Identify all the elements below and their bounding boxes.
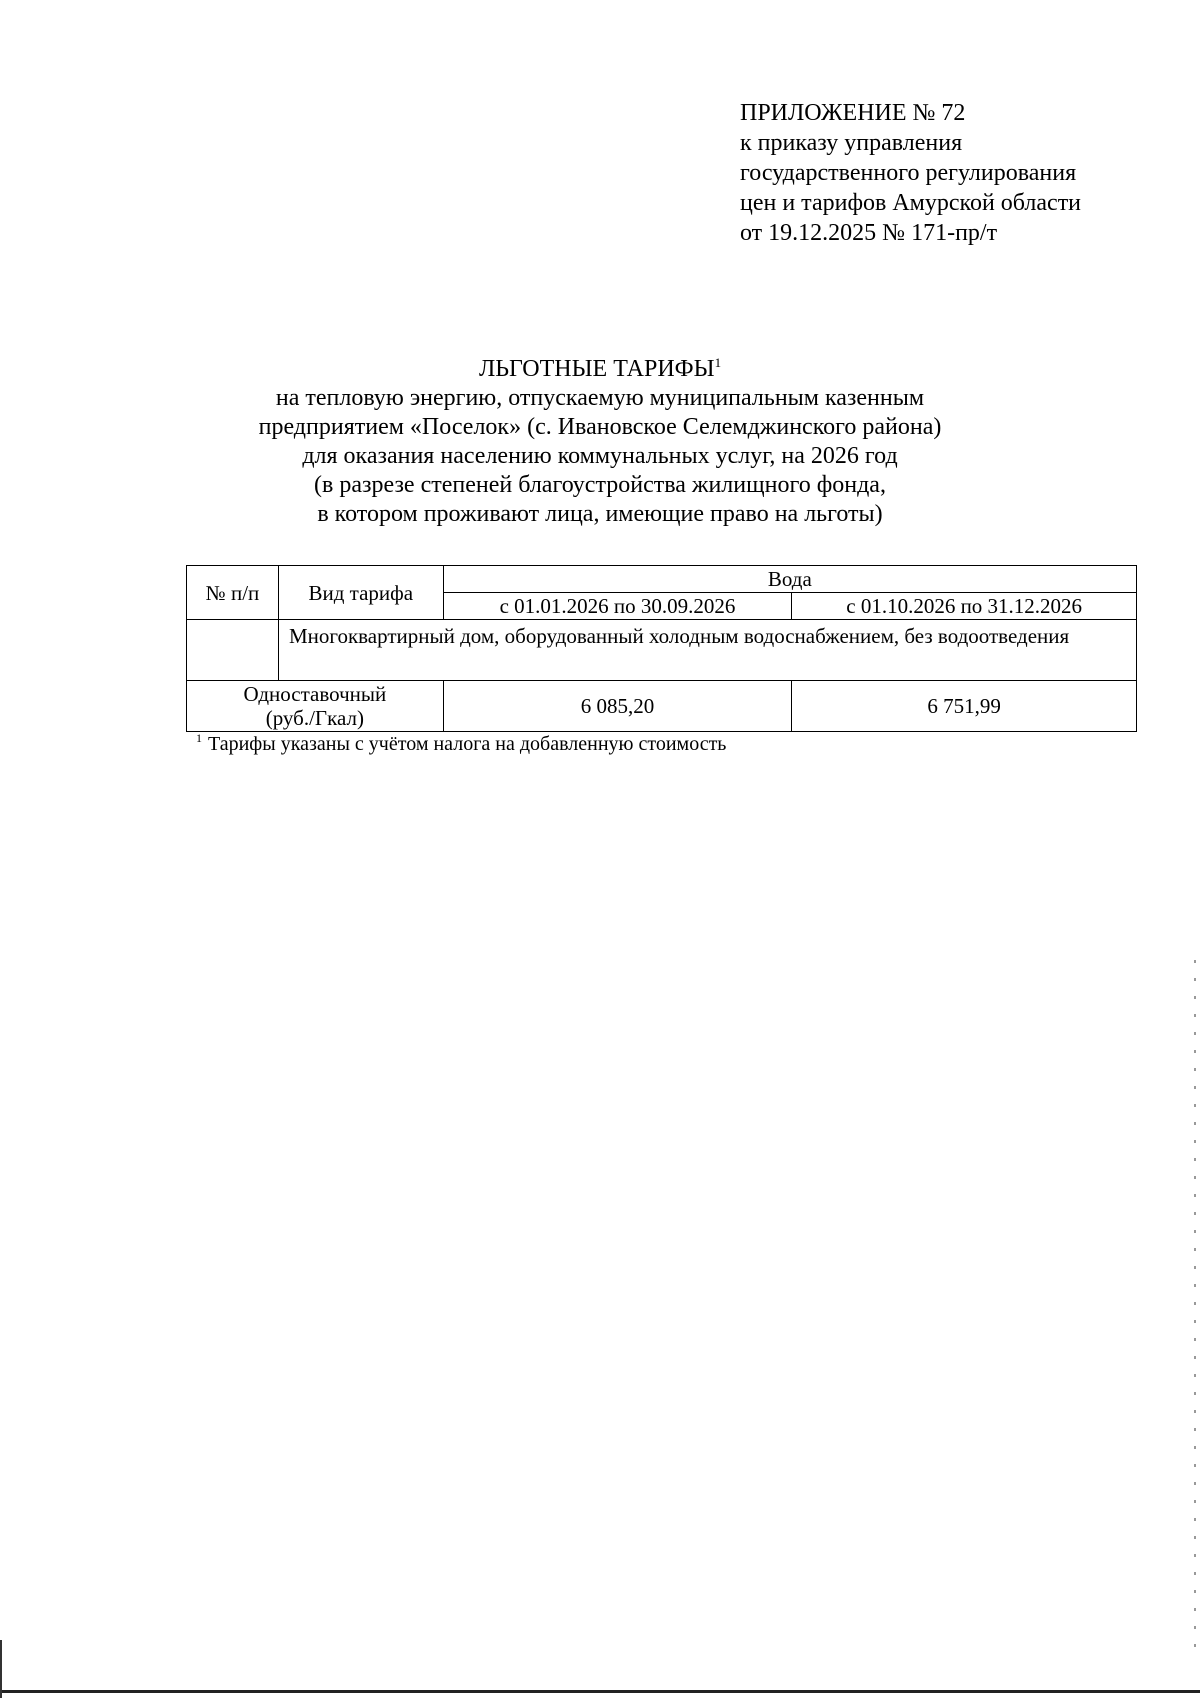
row-tariff-unit: (руб./Гкал): [265, 706, 364, 730]
appendix-header: [740, 98, 1160, 248]
value-period-2: 6 751,99: [792, 681, 1137, 732]
tariff-table: [186, 565, 1137, 732]
table-row: [187, 681, 1137, 732]
title-line: (в разрезе степеней благоустройства жилищного фонда,: [314, 472, 886, 498]
footnote-text: Тарифы указаны с учётом налога на добавленную стоимость: [208, 733, 727, 755]
header-period-1: с 01.01.2026 по 30.09.2026: [443, 593, 792, 620]
title-line: в котором проживают лица, имеющие право на льготы): [317, 501, 883, 527]
footnote: [196, 732, 726, 756]
appendix-reference-line: цен и тарифов Амурской области: [740, 190, 1082, 216]
title-line: для оказания населению коммунальных услуг, на 2026 год: [302, 443, 898, 469]
document-heading: ЛЬГОТНЫЕ ТАРИФЫ$^1$: [478, 355, 722, 382]
appendix-reference-line: к приказу управления: [740, 130, 963, 156]
row-tariff-name: Одноставочный: [243, 682, 387, 706]
row-tariff-label: [187, 681, 444, 732]
document-title-block: [180, 355, 1020, 529]
table-header-row: [187, 566, 1137, 593]
scan-edge-artifact: [0, 1640, 2, 1698]
header-period-2: с 01.10.2026 по 31.12.2026: [792, 593, 1137, 620]
title-line: на тепловую энергию, отпускаемую муниципальным казенным: [275, 385, 925, 411]
footnote-mark: 1: [714, 355, 722, 370]
scan-edge-artifact: [1194, 960, 1196, 1660]
section-label: Многоквартирный дом, оборудованный холодным водоснабжением, без водоотведения: [278, 620, 1136, 681]
value-period-1: 6 085,20: [443, 681, 792, 732]
appendix-reference-line: государственного регулирования: [740, 160, 1077, 186]
scan-edge-artifact: [0, 1690, 1200, 1693]
section-number-cell: [187, 620, 279, 681]
header-water: Вода: [443, 566, 1136, 593]
header-tariff-type: Вид тарифа: [278, 566, 443, 620]
table-section-row: [187, 620, 1137, 681]
header-number: № п/п: [187, 566, 279, 620]
footnote-mark: 1: [196, 731, 202, 746]
title-line: предприятием «Поселок» (с. Ивановское Селемджинского района): [258, 414, 942, 440]
appendix-order-date: от 19.12.2025 № 171-пр/т: [740, 220, 998, 246]
appendix-number: ПРИЛОЖЕНИЕ № 72: [740, 100, 966, 126]
